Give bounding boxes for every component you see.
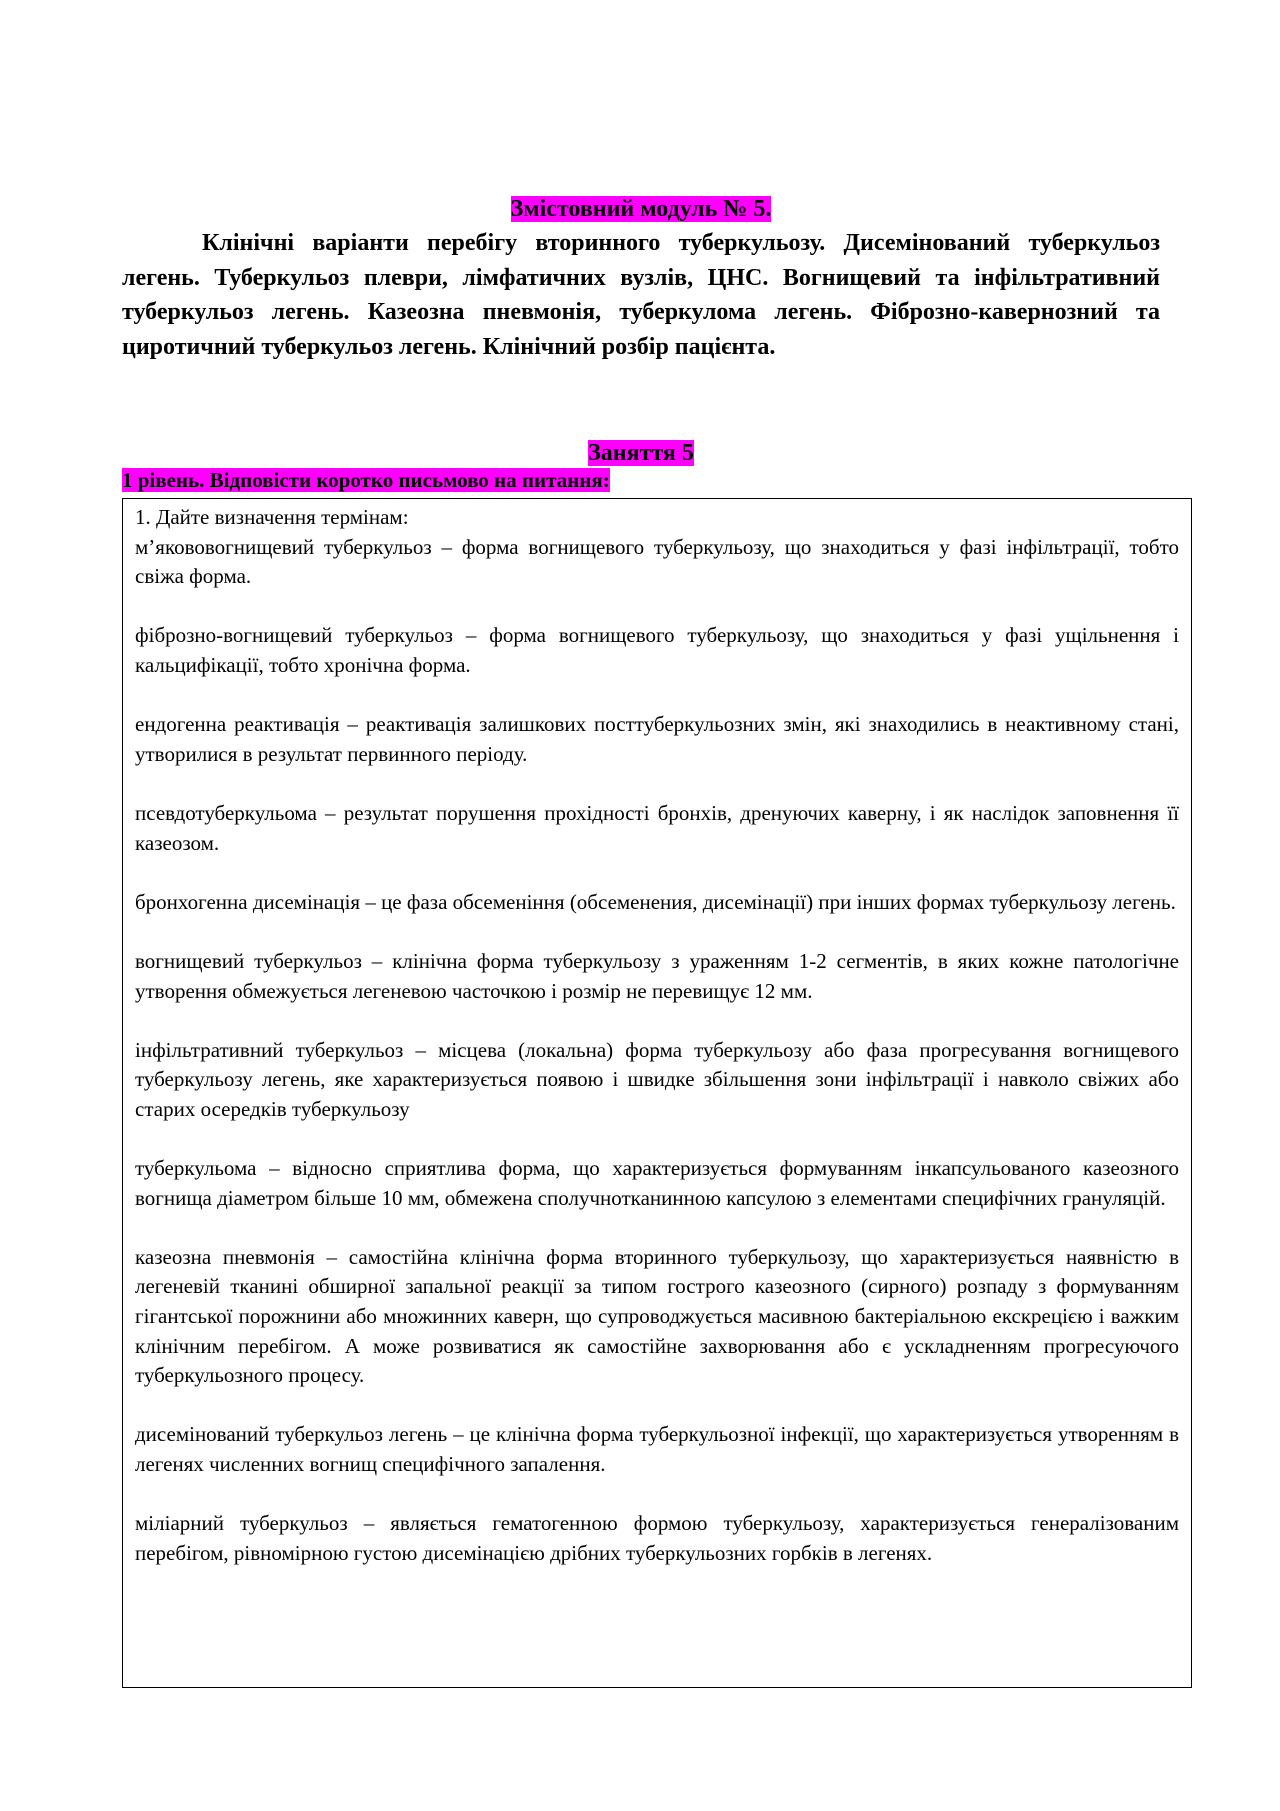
answers-box xyxy=(122,498,1192,1688)
definition-item: дисемінований туберкульоз легень – це клінічна форма туберкульозної інфекції, що характеризується утворенням в легенях численних вогнищ специфічного запалення. xyxy=(135,1422,1179,1476)
definition-item: псевдотуберкульома – результат порушення прохідності бронхів, дренуючих каверну, і як наслідок заповнення її казеозом. xyxy=(135,800,1179,855)
module-topics: Клінічні варіанти перебігу вторинного туберкульозу. Дисемінований туберкульоз легень. Туберкульоз плеври, лімфатичних вузлів, ЦНС. Вогнищевий та інфільтративний туберкульоз легень. Казеозна пневмонія, туберкулома легень. Фіброзно-кавернозний та циротичний туберкульоз легень. Клінічний розбір пацієнта. xyxy=(122,230,1160,360)
definition-item: казеозна пневмонія – самостійна клінічна форма вторинного туберкульозу, що характеризується наявністю в легеневій тканині обширної запальної реакції за типом гострого казеозного (сирного) розпаду з формуванням гігантської порожнини або множинних каверн, що супроводжується масивною бактеріальною екскрецією і важким клінічним перебігом. А може розвиватися як самостійне захворювання або є ускладненням прогресуючого туберкульозного процесу. xyxy=(135,1244,1179,1388)
definition-item: бронхогенна дисемінація – це фаза обсеменіння (обсеменения, дисемінації) при інших формах туберкульозу легень. xyxy=(135,889,1176,914)
definition-item: ендогенна реактивація – реактивація залишкових посттуберкульозних змін, які знаходились в неактивному стані, утворилися в результат первинного періоду. xyxy=(135,712,1179,766)
level-heading-text: 1 рівень. Відповісти коротко письмово на питання: xyxy=(122,468,610,492)
definition-item: вогнищевий туберкульоз – клінічна форма туберкульозу з ураженням 1-2 сегментів, в яких кожне патологічне утворення обмежується легеневою часточкою і розмір не перевищує 12 мм. xyxy=(135,948,1179,1003)
definition-item: м’якововогнищевий туберкульоз – форма вогнищевого туберкульозу, що знаходиться у фазі інфільтрації, тобто свіжа форма. xyxy=(135,534,1179,589)
definition-item: інфільтративний туберкульоз – місцева (локальна) форма туберкульозу або фаза прогресування вогнищевого туберкульозу легень, яке характеризується появою і швидке збільшення зони інфільтрації і навколо свіжих або старих осередків туберкульозу xyxy=(135,1037,1179,1121)
lesson-title-text: Заняття 5 xyxy=(588,440,694,466)
definition-item: фіброзно-вогнищевий туберкульоз – форма вогнищевого туберкульозу, що знаходиться у фазі ущільнення і кальцифікації, тобто хронічна форма. xyxy=(135,623,1179,677)
level-heading xyxy=(122,468,610,492)
module-title xyxy=(122,194,1160,224)
lesson-title xyxy=(122,438,1160,468)
definition-item: туберкульома – відносно сприятлива форма, що характеризується формуванням інкапсульованого казеозного вогнища діаметром більше 10 мм, обмежена сполучнотканинною капсулою з елементами специфічних грануляцій. xyxy=(135,1156,1179,1210)
question-text: 1. Дайте визначення термінам: xyxy=(135,505,409,529)
definition-item: міліарний туберкульоз – являється гематогенною формою туберкульозу, характеризується генералізованим перебігом, рівномірною густою дисемінацією дрібних туберкульозних горбків в легенях. xyxy=(135,1511,1179,1565)
module-title-text: Змістовний модуль № 5. xyxy=(510,196,772,222)
